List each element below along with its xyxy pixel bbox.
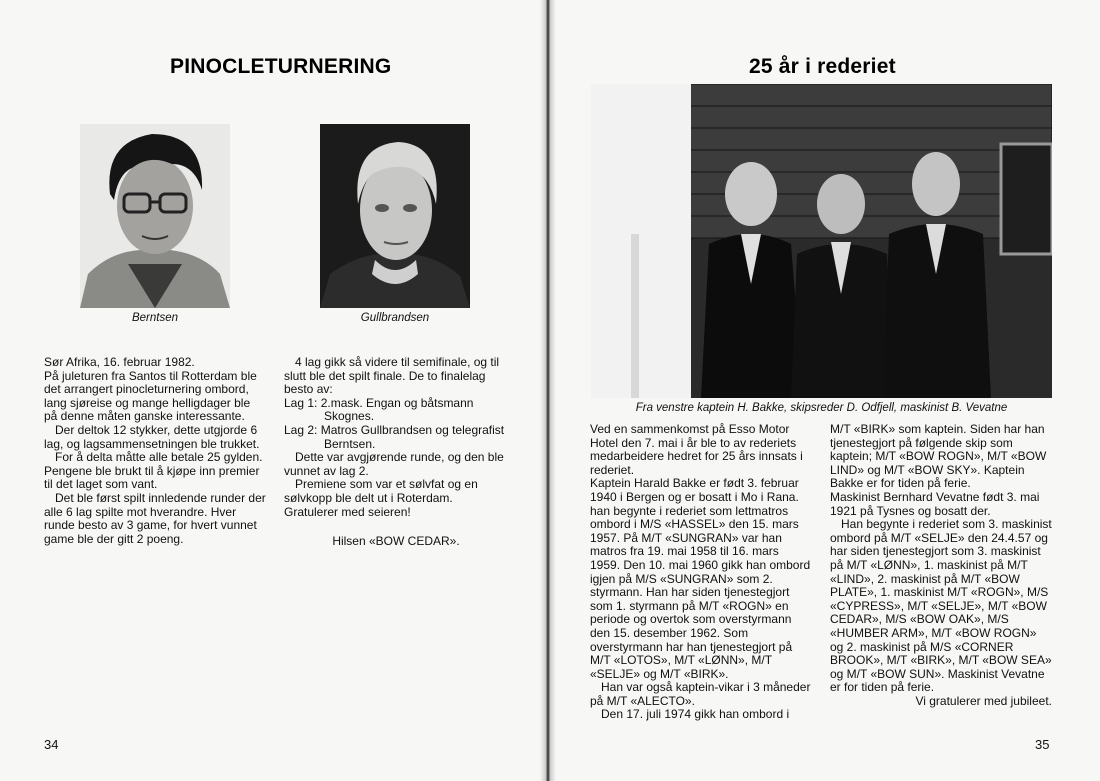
page-title-25-ar: 25 år i rederiet (749, 55, 896, 78)
paragraph: Gratulerer med seieren! (284, 504, 411, 519)
berntsen-portrait-icon (80, 124, 230, 308)
caption-berntsen: Berntsen (131, 312, 179, 324)
gullbrandsen-portrait-icon (320, 124, 470, 308)
group-photo (591, 84, 1052, 398)
article-column-1 (590, 423, 812, 722)
berntsen-photo (80, 124, 230, 308)
page-number: 35 (1035, 737, 1050, 752)
article-column-1 (44, 356, 266, 546)
paragraph: Premiene som var et sølvfat og en sølvkopp ble delt ut i Roterdam. (284, 477, 478, 505)
page-35 (548, 0, 1100, 781)
paragraph: Dette var avgjørende runde, og den ble vunnet av lag 2. (284, 450, 504, 478)
photo-caption: Fra venstre kaptein H. Bakke, skipsreder D. Odfjell, maskinist B. Vevatne (635, 402, 1008, 414)
article-column-2 (284, 356, 508, 549)
page-number: 34 (44, 737, 59, 752)
paragraph: Sør Afrika, 16. februar 1982. (44, 355, 195, 369)
page-title-pinocleturnering: PINOCLETURNERING (170, 55, 392, 78)
paragraph: Han begynte i rederiet som 3. maskinist ombord på M/T «SELJE» den 24.4.57 og har siden tjenestegjort som 3. maskinist på M/T «LØNN», 1. maskinist på M/T «LIND», 2. maskinist på M/T «BOW PLATE», 1. maskinist M/T «ROGN», M/S «CYPRESS», M/T «SELJE», M/T «BOW CEDAR», M/S «BOW OAK», M/S «HUMBER ARM», M/T «BOW ROGN» og 2. maskinist på M/S «CORNER BROOK», M/T «BIRK», M/T «BOW SEA» og M/T «BOW SUN». Maskinist Vevatne er for tiden på ferie. (830, 517, 1052, 695)
paragraph: Maskinist Bernhard Vevatne født 3. mai 1921 på Tysnes og bosatt der. (830, 489, 1040, 518)
paragraph: Kaptein Harald Bakke er født 3. februar 1940 i Bergen og er bosatt i Mo i Rana. han begynte i rederiet som lettmatros ombord i M/S «HASSEL» den 15. mars 1957. På M/T «SUNGRAN» var han matros fra 19. mai 1958 til 16. mars 1959. Den 10. mai 1960 gikk han ombord igjen på M/S «SUNGRAN» som 2. styrmann. Han har siden tjenestegjort som 1. styrmann på M/T «ROGN» en periode og overtok som overstyrmann den 15. desember 1962. Som overstyrmann har han tjenestegjort på M/T «LOTOS», M/T «LØNN», M/T «SELJE» og M/T «BIRK». (590, 476, 811, 681)
gullbrandsen-photo (320, 124, 470, 308)
paragraph: 4 lag gikk så videre til semifinale, og til slutt ble det spilt finale. De to finalelag besto av: (284, 355, 500, 397)
group-photo-icon (591, 84, 1052, 398)
paragraph: Det ble først spilt innledende runder der alle 6 lag spilte mot hverandre. Hver runde besto av 3 game, for hvert vunnet game ble der gitt 2 poeng. (44, 490, 266, 546)
paragraph: Der deltok 12 stykker, dette utgjorde 6 lag, og lagsammensetningen ble trukket. (44, 422, 260, 451)
paragraph: M/T «BIRK» som kaptein. Siden har han tjenestegjort på følgende skip som kaptein; M/T «BOW ROGN», M/T «BOW LIND» og M/T «BOW SKY». Kaptein Bakke er for tiden på ferie. (830, 422, 1047, 491)
paragraph: Ved en sammenkomst på Esso Motor Hotel den 7. mai i år ble to av rederiets medarbeidere hedret for 25 års innsats i rederiet. (590, 422, 803, 477)
paragraph: Den 17. juli 1974 gikk han ombord i (601, 707, 790, 722)
page-34 (0, 0, 548, 781)
paragraph: Han var også kaptein-vikar i 3 måneder på M/T «ALECTO». (590, 680, 811, 708)
team-2: Lag 2: Matros Gullbrandsen og telegrafist Berntsen. (284, 422, 505, 451)
paragraph: På juleturen fra Santos til Rotterdam ble det arrangert pinocleturnering ombord, lang sjøreise og mange helligdager ble på denne måten ganske interessante. (44, 368, 257, 424)
paragraph: For å delta måtte alle betale 25 gylden. Pengene ble brukt til å kjøpe inn premier til det laget som vant. (44, 450, 263, 492)
article-column-2 (830, 423, 1052, 708)
closing-line: Vi gratulerer med jubileet. (915, 693, 1052, 708)
signature: Hilsen «BOW CEDAR». (332, 534, 460, 549)
caption-gullbrandsen: Gullbrandsen (360, 312, 430, 324)
team-1: Lag 1: 2.mask. Engan og båtsmann Skognes. (284, 395, 474, 424)
book-gutter (540, 0, 556, 781)
